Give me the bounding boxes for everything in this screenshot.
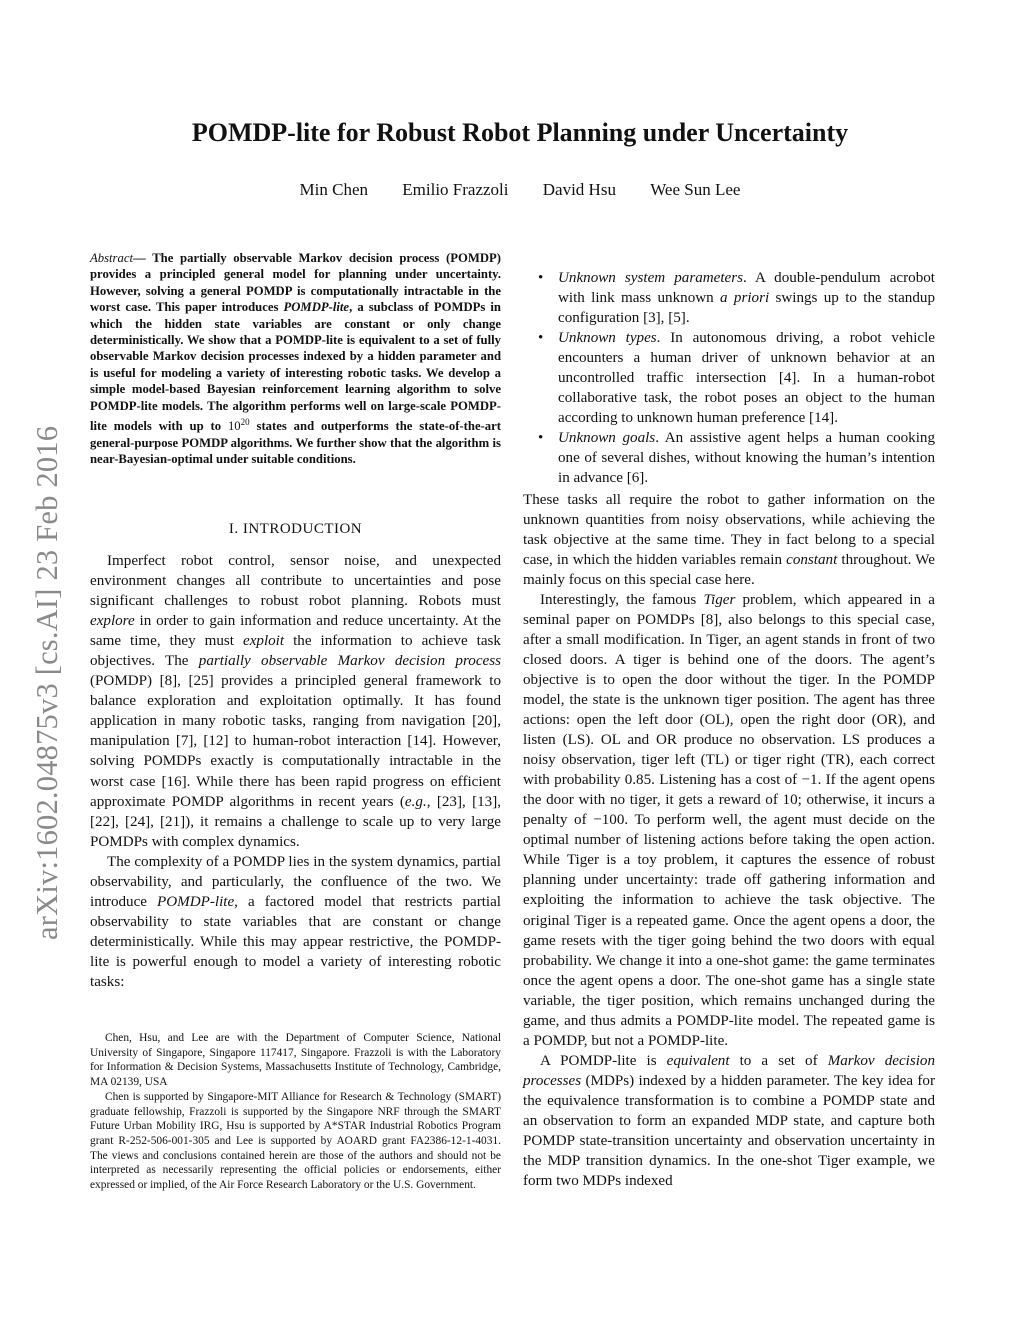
text-run: the information to achieve task objectives. The (90, 633, 501, 670)
text-run: problem, which appeared in a seminal paper on POMDPs [8], also belongs to this special case, after a small modification. In Tiger, an agent stands in front of two closed doors. A tiger is behind one of the doors. The agent’s objective is to open the door without the tiger. In the POMDP model, the state is the unknown tiger position. The agent has three actions: open the left door (OL), open the right door (OR), and listen (LS). OL and OR produce no observation. LS produces a noisy observation, tiger left (TL) or tiger right (TR), each correct with probability 0.85. Listening has a cost of −1. If the agent opens the door with no tiger, it gets a reward of 10; otherwise, it incurs a penalty of −100. To perform well, the agent must decide on the optimal number of listening actions before taking the open action. While Tiger is a toy problem, it captures the essence of robust planning under uncertainty: trade off gathering information and exploiting the information to achieve the task objective. The original Tiger is a repeated game. Once the agent opens a door, the game resets with the tiger going behind the two doors with equal probability. We change it into a one-shot game: the game terminates once the agent opens a door. The one-shot game has a single state variable, the tiger position, which remains unchanged during the game, and thus admits a POMDP-lite model. The repeated game is a POMDP, but not a POMDP-lite. (523, 591, 936, 1049)
bullet-icon: • (538, 330, 544, 347)
paragraph (523, 490, 935, 590)
text-run: , [23], [13], [22], [24], [21]), it remains a challenge to scale up to very large POMDPs with complex dynamics. (90, 793, 501, 850)
abstract-dash: — (133, 251, 153, 265)
author-name: David Hsu (542, 180, 616, 199)
author-list (90, 180, 950, 200)
paragraph (523, 1051, 935, 1191)
author-name: Wee Sun Lee (650, 180, 741, 199)
bullet-icon: • (538, 430, 544, 447)
footnote: Chen, Hsu, and Lee are with the Department of Computer Science, National University of Singapore, Singapore 117417, Singapore. Frazzoli is with the Laboratory for Information & Decision Systems, Massachusetts Institute of Technology, Cambridge, MA 02139, USA (90, 1032, 501, 1089)
number-exponent: 20 (240, 417, 250, 428)
emphasis: equivalent (666, 1052, 730, 1069)
emphasis: POMDP-lite (157, 893, 235, 910)
section-heading: I. INTRODUCTION (228, 521, 363, 537)
emphasis: exploit (243, 633, 285, 650)
text-run: . In autonomous driving, a robot vehicle encounters a human driver of unknown behavior at an uncontrolled traffic intersection [4]. In a human-robot collaborative task, the robot poses an object to the human according to unknown human preference [14]. (558, 330, 935, 427)
introduction-text (90, 551, 501, 992)
emphasis: Markov decision processes (523, 1052, 935, 1089)
list-item (523, 428, 935, 488)
emphasis: partially observable Markov decision process (198, 653, 501, 670)
text-run: Imperfect robot control, sensor noise, and unexpected environment changes all contribute to uncertainties and pose significant challenges to robust robot planning. Robots must (90, 553, 501, 610)
emphasis: a priori (720, 290, 770, 307)
emphasis: explore (90, 613, 135, 630)
abstract-text: The partially observable Markov decision process (POMDP) provides a principled general model for planning under uncertainty. However, solving a general POMDP is computationally intractable in the worst case. This paper introduces (90, 251, 501, 315)
author-name: Emilio Frazzoli (402, 180, 509, 199)
text-run: These tasks all require the robot to gather information on the unknown quantities from noisy observations, while achieving the task objective at the same time. They in fact belong to a special case, in which the hidden variables remain (523, 491, 935, 568)
paragraph (523, 590, 935, 1051)
paragraph (90, 852, 501, 992)
footnote: Chen is supported by Singapore-MIT Alliance for Research & Technology (SMART) graduate fellowship, Frazzoli is supported by the Singapore NRF through the SMART Future Urban Mobility IRG, Hsu is supported by A*STAR Industrial Robotics Program grant R-252-506-001-305 and Lee is supported by AOARD grant FA2386-12-1-4031. The views and conclusions contained herein are those of the authors and should not be interpreted as necessarily representing the official policies or endorsements, either expressed or implied, of the Air Force Research Laboratory or the U.S. Government. (90, 1090, 501, 1192)
item-heading: Unknown types (558, 330, 657, 347)
item-heading: Unknown system parameters (558, 270, 744, 286)
list-item (523, 328, 935, 428)
abstract-number (228, 419, 250, 433)
text-run: . An assistive agent helps a human cooking one of several dishes, without knowing the human’s intention in advance [6]. (558, 430, 935, 487)
text-run: swings up to the standup configuration [3], [5]. (558, 290, 935, 327)
bullet-icon: • (538, 270, 544, 286)
text-run: The complexity of a POMDP lies in the system dynamics, partial observability, and particularly, the confluence of the two. We introduce (90, 853, 501, 910)
text-run: throughout. We mainly focus on this special case here. (523, 551, 935, 588)
text-run: , a factored model that restricts partial observability to state variables that are constant or change deterministically. While this may appear restrictive, the POMDP-lite is powerful enough to model a variety of interesting robotic tasks: (90, 893, 501, 990)
text-run: A POMDP-lite is (540, 1052, 667, 1069)
paragraph (90, 551, 501, 852)
abstract-emphasis: POMDP-lite (283, 300, 350, 315)
emphasis: Tiger (703, 591, 736, 608)
task-list (523, 268, 935, 489)
list-item (523, 268, 935, 328)
number-base: 10 (227, 419, 241, 434)
right-column-text (523, 268, 935, 1191)
text-run: (MDPs) indexed by a hidden parameter. The key idea for the equivalence transformation is to combine a POMDP state and an observation to form an expanded MDP state, and capture both POMDP state-transition uncertainty and observation uncertainty in the MDP transition dynamics. In the one-shot Tiger example, we form two MDPs indexed (523, 1072, 935, 1190)
author-name: Min Chen (299, 180, 369, 199)
abstract-label: Abstract (90, 251, 133, 265)
text-run: . A double-pendulum acrobot with link mass unknown (558, 270, 935, 307)
emphasis: e.g. (404, 793, 427, 810)
text-run: Interestingly, the famous (540, 591, 704, 608)
text-run: in order to gain information and reduce uncertainty. At the same time, they must (90, 613, 501, 650)
paper-title: POMDP-lite for Robust Robot Planning under Uncertainty (191, 118, 849, 147)
abstract-text: states and outperforms the state-of-the-art general-purpose POMDP algorithms. We further show that the algorithm is near-Bayesian-optimal under suitable conditions. (90, 419, 501, 467)
footnotes (90, 1031, 501, 1193)
text-run: (POMDP) [8], [25] provides a principled general framework to balance exploration and exploitation optimally. It has found application in many robotic tasks, ranging from navigation [20], manipulation [7], [12] to human-robot interaction [14]. However, solving POMDPs exactly is computationally intractable in the worst case [16]. While there has been rapid progress on efficient approximate POMDP algorithms in recent years ( (90, 673, 501, 810)
item-heading: Unknown goals (558, 430, 656, 447)
abstract-text: , a subclass of POMDPs in which the hidden state variables are constant or only change deterministically. We show that a POMDP-lite is equivalent to a set of fully observable Markov decision processes indexed by a hidden parameter and is useful for modeling a variety of interesting robotic tasks. We develop a simple model-based Bayesian reinforcement learning algorithm to solve POMDP-lite models. The algorithm performs well on large-scale POMDP-lite models with up to (90, 300, 501, 434)
text-run: to a set of (729, 1052, 828, 1069)
abstract (90, 250, 501, 468)
arxiv-side-stamp: arXiv:1602.04875v3 [cs.AI] 23 Feb 2016 (30, 425, 64, 940)
emphasis: constant (786, 551, 838, 568)
